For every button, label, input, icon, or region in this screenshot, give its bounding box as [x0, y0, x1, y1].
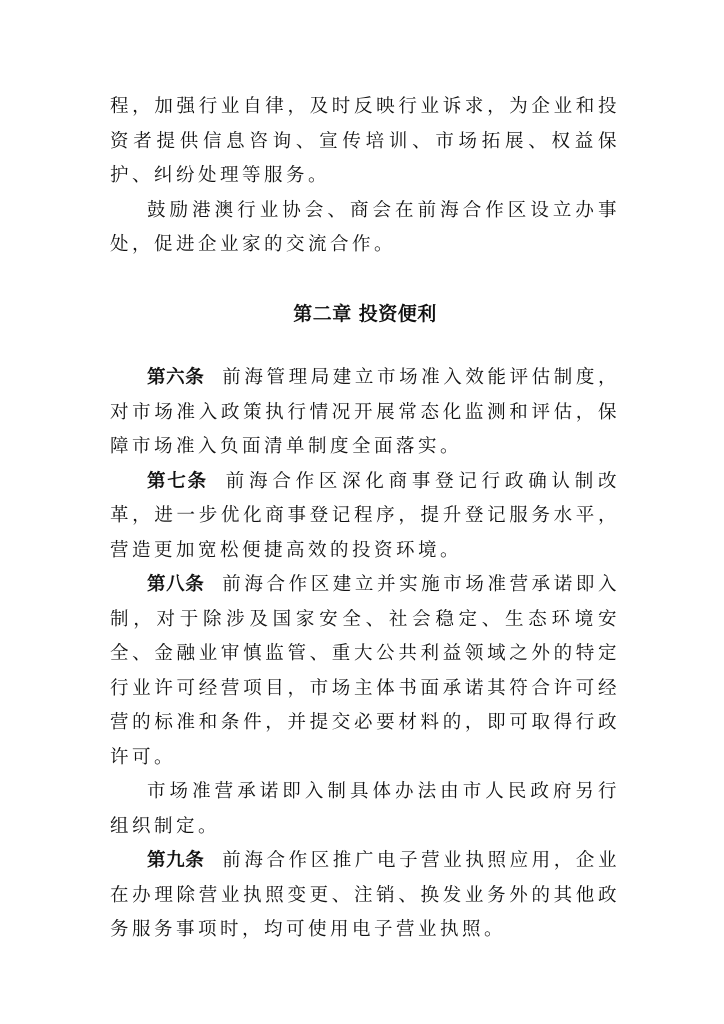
article-9 [110, 844, 620, 948]
article-text: 前海管理局建立市场准入效能评估制度，对市场准入政策执行情况开展常态化监测和评估，保障市场准入负面清单制度全面落实。 [110, 367, 620, 457]
spacer [110, 331, 620, 361]
paragraph-hk-macao-associations: 鼓励港澳行业协会、商会在前海合作区设立办事处，促进企业家的交流合作。 [110, 199, 620, 255]
article-label: 第八条 [147, 574, 205, 595]
page-content [110, 90, 620, 948]
article-label: 第六条 [147, 367, 205, 388]
paragraph-continuation: 程，加强行业自律，及时反映行业诉求，为企业和投资者提供信息咨询、宣传培训、市场拓展、权益保护、纠纷处理等服务。 [110, 96, 620, 186]
article-text: 市场准营承诺即入制具体办法由市人民政府另行组织制定。 [110, 781, 620, 837]
article-6 [110, 361, 620, 465]
article-label: 第七条 [147, 470, 208, 492]
article-text: 前海合作区建立并实施市场准营承诺即入制，对于除涉及国家安全、社会稳定、生态环境安全、金融业审慎监管、重大公共利益领域之外的特定行业许可经营项目，市场主体书面承诺其符合许可经营的标准和条件，并提交必要材料的，即可取得行政许可。 [110, 574, 620, 768]
chapter-heading: 第二章 投资便利 [293, 302, 437, 325]
article-8 [110, 568, 620, 775]
article-text: 前海合作区深化商事登记行政确认制改革，进一步优化商事登记程序，提升登记服务水平，营造更加宽松便捷高效的投资环境。 [110, 470, 620, 561]
article-8-supplement [110, 775, 620, 844]
spacer [110, 263, 620, 297]
article-label: 第九条 [147, 850, 205, 871]
article-7 [110, 465, 620, 569]
article-text: 前海合作区推广电子营业执照应用，企业在办理除营业执照变更、注销、换发业务外的其他政务服务事项时，均可使用电子营业执照。 [110, 850, 620, 940]
